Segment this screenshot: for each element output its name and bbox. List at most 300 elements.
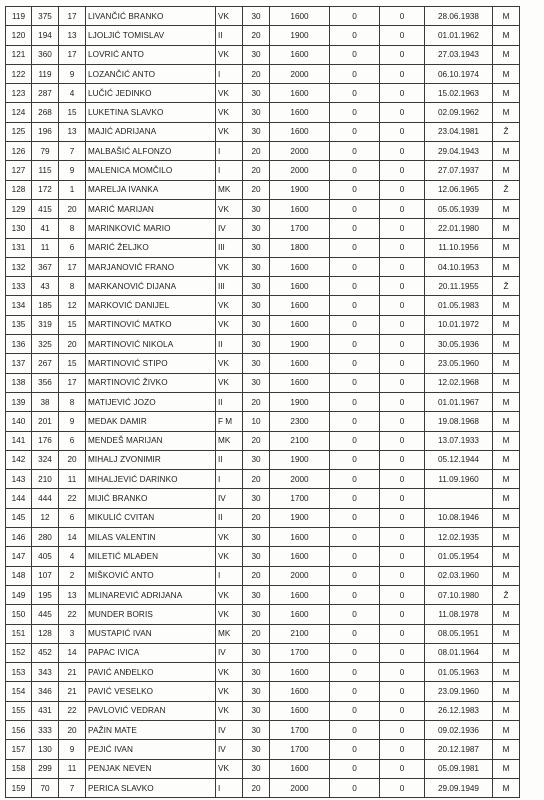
sex-cell: M bbox=[493, 64, 520, 83]
value-c-cell: 0 bbox=[330, 759, 380, 778]
value-a-cell: 30 bbox=[243, 354, 270, 373]
value-d-cell: 0 bbox=[380, 180, 425, 199]
value-a-cell: 30 bbox=[243, 45, 270, 64]
name-cell: MLINAREVIĆ ADRIJANA bbox=[86, 585, 216, 604]
group-cell: 15 bbox=[59, 354, 86, 373]
row-number-cell: 120 bbox=[6, 26, 32, 45]
group-cell: 20 bbox=[59, 335, 86, 354]
value-a-cell: 30 bbox=[243, 489, 270, 508]
birth-date-cell: 23.04.1981 bbox=[425, 122, 493, 141]
table-row bbox=[6, 238, 520, 257]
value-d-cell: 0 bbox=[380, 701, 425, 720]
value-c-cell: 0 bbox=[330, 566, 380, 585]
birth-date-cell: 02.09.1962 bbox=[425, 103, 493, 122]
table-row bbox=[6, 161, 520, 180]
value-b-cell: 1600 bbox=[270, 528, 330, 547]
sex-cell: M bbox=[493, 103, 520, 122]
group-cell: 8 bbox=[59, 392, 86, 411]
member-id-cell: 43 bbox=[32, 277, 59, 296]
member-id-cell: 172 bbox=[32, 180, 59, 199]
category-cell: VK bbox=[216, 663, 243, 682]
value-a-cell: 20 bbox=[243, 161, 270, 180]
birth-date-cell: 07.10.1980 bbox=[425, 585, 493, 604]
birth-date-cell: 08.01.1964 bbox=[425, 643, 493, 662]
birth-date-cell: 04.10.1953 bbox=[425, 257, 493, 276]
row-number-cell: 141 bbox=[6, 431, 32, 450]
value-a-cell: 30 bbox=[243, 663, 270, 682]
value-d-cell: 0 bbox=[380, 26, 425, 45]
category-cell: III bbox=[216, 277, 243, 296]
value-c-cell: 0 bbox=[330, 740, 380, 759]
value-d-cell: 0 bbox=[380, 547, 425, 566]
value-b-cell: 1900 bbox=[270, 335, 330, 354]
value-d-cell: 0 bbox=[380, 585, 425, 604]
value-c-cell: 0 bbox=[330, 682, 380, 701]
birth-date-cell: 01.01.1962 bbox=[425, 26, 493, 45]
value-b-cell: 1600 bbox=[270, 122, 330, 141]
value-a-cell: 30 bbox=[243, 238, 270, 257]
sex-cell: M bbox=[493, 566, 520, 585]
name-cell: MARKOVIĆ DANIJEL bbox=[86, 296, 216, 315]
value-b-cell: 2300 bbox=[270, 412, 330, 431]
sex-cell: M bbox=[493, 238, 520, 257]
category-cell: IV bbox=[216, 720, 243, 739]
name-cell: MALENICA MOMČILO bbox=[86, 161, 216, 180]
group-cell: 6 bbox=[59, 238, 86, 257]
table-row bbox=[6, 103, 520, 122]
member-id-cell: 176 bbox=[32, 431, 59, 450]
value-b-cell: 1900 bbox=[270, 26, 330, 45]
group-cell: 9 bbox=[59, 412, 86, 431]
category-cell: MK bbox=[216, 431, 243, 450]
group-cell: 8 bbox=[59, 277, 86, 296]
row-number-cell: 149 bbox=[6, 585, 32, 604]
group-cell: 1 bbox=[59, 180, 86, 199]
name-cell: MUNDER BORIS bbox=[86, 605, 216, 624]
row-number-cell: 131 bbox=[6, 238, 32, 257]
value-c-cell: 0 bbox=[330, 103, 380, 122]
member-id-cell: 299 bbox=[32, 759, 59, 778]
value-a-cell: 20 bbox=[243, 508, 270, 527]
table-row bbox=[6, 296, 520, 315]
value-c-cell: 0 bbox=[330, 7, 380, 26]
sex-cell: M bbox=[493, 315, 520, 334]
table-row bbox=[6, 682, 520, 701]
sex-cell: M bbox=[493, 7, 520, 26]
member-id-cell: 325 bbox=[32, 335, 59, 354]
value-d-cell: 0 bbox=[380, 219, 425, 238]
member-id-cell: 38 bbox=[32, 392, 59, 411]
name-cell: PENJAK NEVEN bbox=[86, 759, 216, 778]
category-cell: IV bbox=[216, 219, 243, 238]
value-d-cell: 0 bbox=[380, 489, 425, 508]
name-cell: MARELJA IVANKA bbox=[86, 180, 216, 199]
name-cell: MARTINOVIĆ NIKOLA bbox=[86, 335, 216, 354]
member-id-cell: 333 bbox=[32, 720, 59, 739]
member-id-cell: 185 bbox=[32, 296, 59, 315]
category-cell: II bbox=[216, 335, 243, 354]
value-b-cell: 2000 bbox=[270, 470, 330, 489]
member-id-cell: 267 bbox=[32, 354, 59, 373]
value-b-cell: 1600 bbox=[270, 701, 330, 720]
name-cell: MENDEŠ MARIJAN bbox=[86, 431, 216, 450]
category-cell: VK bbox=[216, 585, 243, 604]
table-row bbox=[6, 605, 520, 624]
value-b-cell: 2000 bbox=[270, 142, 330, 161]
table-row bbox=[6, 7, 520, 26]
value-a-cell: 30 bbox=[243, 315, 270, 334]
sex-cell: M bbox=[493, 412, 520, 431]
value-b-cell: 1900 bbox=[270, 180, 330, 199]
name-cell: LUČIĆ JEDINKO bbox=[86, 84, 216, 103]
row-number-cell: 140 bbox=[6, 412, 32, 431]
table-row bbox=[6, 431, 520, 450]
table-row bbox=[6, 84, 520, 103]
name-cell: MEDAK DAMIR bbox=[86, 412, 216, 431]
table-row bbox=[6, 180, 520, 199]
sex-cell: M bbox=[493, 759, 520, 778]
value-a-cell: 30 bbox=[243, 759, 270, 778]
sex-cell: M bbox=[493, 335, 520, 354]
value-b-cell: 1900 bbox=[270, 392, 330, 411]
row-number-cell: 139 bbox=[6, 392, 32, 411]
value-d-cell: 0 bbox=[380, 528, 425, 547]
value-c-cell: 0 bbox=[330, 431, 380, 450]
birth-date-cell: 22.01.1980 bbox=[425, 219, 493, 238]
category-cell: VK bbox=[216, 759, 243, 778]
member-id-cell: 130 bbox=[32, 740, 59, 759]
value-d-cell: 0 bbox=[380, 335, 425, 354]
group-cell: 3 bbox=[59, 624, 86, 643]
sex-cell: M bbox=[493, 624, 520, 643]
group-cell: 14 bbox=[59, 528, 86, 547]
value-d-cell: 0 bbox=[380, 470, 425, 489]
birth-date-cell: 11.10.1956 bbox=[425, 238, 493, 257]
value-a-cell: 30 bbox=[243, 103, 270, 122]
value-c-cell: 0 bbox=[330, 508, 380, 527]
name-cell: MALBAŠIĆ ALFONZO bbox=[86, 142, 216, 161]
name-cell: MILETIĆ MLAĐEN bbox=[86, 547, 216, 566]
sex-cell: Ž bbox=[493, 585, 520, 604]
row-number-cell: 142 bbox=[6, 450, 32, 469]
member-id-cell: 375 bbox=[32, 7, 59, 26]
member-id-cell: 319 bbox=[32, 315, 59, 334]
sex-cell: M bbox=[493, 142, 520, 161]
value-b-cell: 1700 bbox=[270, 489, 330, 508]
value-a-cell: 30 bbox=[243, 84, 270, 103]
group-cell: 20 bbox=[59, 720, 86, 739]
category-cell: IV bbox=[216, 740, 243, 759]
category-cell: VK bbox=[216, 122, 243, 141]
table-row bbox=[6, 489, 520, 508]
value-c-cell: 0 bbox=[330, 64, 380, 83]
table-row bbox=[6, 373, 520, 392]
value-c-cell: 0 bbox=[330, 450, 380, 469]
value-d-cell: 0 bbox=[380, 450, 425, 469]
category-cell: II bbox=[216, 392, 243, 411]
category-cell: IV bbox=[216, 643, 243, 662]
birth-date-cell: 01.05.1983 bbox=[425, 296, 493, 315]
row-number-cell: 119 bbox=[6, 7, 32, 26]
value-c-cell: 0 bbox=[330, 412, 380, 431]
category-cell: III bbox=[216, 238, 243, 257]
category-cell: VK bbox=[216, 528, 243, 547]
table-row bbox=[6, 470, 520, 489]
value-c-cell: 0 bbox=[330, 392, 380, 411]
row-number-cell: 156 bbox=[6, 720, 32, 739]
value-d-cell: 0 bbox=[380, 566, 425, 585]
category-cell: VK bbox=[216, 315, 243, 334]
birth-date-cell: 11.09.1960 bbox=[425, 470, 493, 489]
category-cell: VK bbox=[216, 605, 243, 624]
value-d-cell: 0 bbox=[380, 412, 425, 431]
birth-date-cell: 29.04.1943 bbox=[425, 142, 493, 161]
value-c-cell: 0 bbox=[330, 470, 380, 489]
value-c-cell: 0 bbox=[330, 624, 380, 643]
name-cell: MIKULIĆ CVITAN bbox=[86, 508, 216, 527]
roster-body bbox=[6, 7, 520, 798]
table-row bbox=[6, 720, 520, 739]
name-cell: PAVIĆ ANĐELKO bbox=[86, 663, 216, 682]
group-cell: 17 bbox=[59, 45, 86, 64]
name-cell: LUKETINA SLAVKO bbox=[86, 103, 216, 122]
group-cell: 2 bbox=[59, 566, 86, 585]
value-b-cell: 1600 bbox=[270, 257, 330, 276]
value-a-cell: 20 bbox=[243, 142, 270, 161]
table-row bbox=[6, 701, 520, 720]
name-cell: MILAS VALENTIN bbox=[86, 528, 216, 547]
value-a-cell: 30 bbox=[243, 122, 270, 141]
value-c-cell: 0 bbox=[330, 335, 380, 354]
value-c-cell: 0 bbox=[330, 45, 380, 64]
name-cell: MARINKOVIĆ MARIO bbox=[86, 219, 216, 238]
value-c-cell: 0 bbox=[330, 643, 380, 662]
value-b-cell: 2000 bbox=[270, 778, 330, 797]
value-d-cell: 0 bbox=[380, 354, 425, 373]
category-cell: VK bbox=[216, 682, 243, 701]
name-cell: MIHALJEVIĆ DARINKO bbox=[86, 470, 216, 489]
value-c-cell: 0 bbox=[330, 547, 380, 566]
member-id-cell: 431 bbox=[32, 701, 59, 720]
value-b-cell: 1600 bbox=[270, 663, 330, 682]
value-c-cell: 0 bbox=[330, 489, 380, 508]
value-d-cell: 0 bbox=[380, 778, 425, 797]
table-row bbox=[6, 585, 520, 604]
group-cell: 22 bbox=[59, 701, 86, 720]
name-cell: PERICA SLAVKO bbox=[86, 778, 216, 797]
row-number-cell: 158 bbox=[6, 759, 32, 778]
table-row bbox=[6, 219, 520, 238]
birth-date-cell: 01.05.1954 bbox=[425, 547, 493, 566]
table-row bbox=[6, 335, 520, 354]
value-d-cell: 0 bbox=[380, 624, 425, 643]
table-row bbox=[6, 277, 520, 296]
row-number-cell: 153 bbox=[6, 663, 32, 682]
value-d-cell: 0 bbox=[380, 663, 425, 682]
sex-cell: M bbox=[493, 219, 520, 238]
name-cell: PAPAC IVICA bbox=[86, 643, 216, 662]
birth-date-cell: 20.12.1987 bbox=[425, 740, 493, 759]
member-id-cell: 11 bbox=[32, 238, 59, 257]
value-b-cell: 1600 bbox=[270, 373, 330, 392]
sex-cell: Ž bbox=[493, 122, 520, 141]
value-d-cell: 0 bbox=[380, 373, 425, 392]
birth-date-cell: 30.05.1936 bbox=[425, 335, 493, 354]
value-b-cell: 1700 bbox=[270, 643, 330, 662]
member-id-cell: 128 bbox=[32, 624, 59, 643]
row-number-cell: 127 bbox=[6, 161, 32, 180]
member-id-cell: 195 bbox=[32, 585, 59, 604]
group-cell: 22 bbox=[59, 489, 86, 508]
category-cell: VK bbox=[216, 373, 243, 392]
row-number-cell: 136 bbox=[6, 335, 32, 354]
category-cell: VK bbox=[216, 103, 243, 122]
birth-date-cell: 06.10.1974 bbox=[425, 64, 493, 83]
group-cell: 17 bbox=[59, 373, 86, 392]
value-c-cell: 0 bbox=[330, 354, 380, 373]
row-number-cell: 150 bbox=[6, 605, 32, 624]
name-cell: MARTINOVIĆ MATKO bbox=[86, 315, 216, 334]
birth-date-cell: 05.05.1939 bbox=[425, 199, 493, 218]
value-c-cell: 0 bbox=[330, 238, 380, 257]
category-cell: II bbox=[216, 26, 243, 45]
table-row bbox=[6, 547, 520, 566]
group-cell: 13 bbox=[59, 122, 86, 141]
value-d-cell: 0 bbox=[380, 161, 425, 180]
name-cell: MAJIĆ ADRIJANA bbox=[86, 122, 216, 141]
table-row bbox=[6, 257, 520, 276]
row-number-cell: 126 bbox=[6, 142, 32, 161]
value-b-cell: 1600 bbox=[270, 605, 330, 624]
member-id-cell: 41 bbox=[32, 219, 59, 238]
value-a-cell: 30 bbox=[243, 450, 270, 469]
sex-cell: M bbox=[493, 682, 520, 701]
name-cell: PAVIĆ VESELKO bbox=[86, 682, 216, 701]
name-cell: MUSTAPIĆ IVAN bbox=[86, 624, 216, 643]
row-number-cell: 128 bbox=[6, 180, 32, 199]
birth-date-cell: 26.12.1983 bbox=[425, 701, 493, 720]
row-number-cell: 148 bbox=[6, 566, 32, 585]
value-b-cell: 1600 bbox=[270, 682, 330, 701]
value-b-cell: 2000 bbox=[270, 566, 330, 585]
name-cell: MATIJEVIĆ JOZO bbox=[86, 392, 216, 411]
birth-date-cell: 01.05.1963 bbox=[425, 663, 493, 682]
sex-cell: M bbox=[493, 373, 520, 392]
row-number-cell: 125 bbox=[6, 122, 32, 141]
value-b-cell: 2100 bbox=[270, 624, 330, 643]
sex-cell: M bbox=[493, 26, 520, 45]
sex-cell: M bbox=[493, 778, 520, 797]
value-d-cell: 0 bbox=[380, 84, 425, 103]
member-id-cell: 70 bbox=[32, 778, 59, 797]
value-c-cell: 0 bbox=[330, 180, 380, 199]
table-row bbox=[6, 566, 520, 585]
table-row bbox=[6, 450, 520, 469]
member-id-cell: 346 bbox=[32, 682, 59, 701]
value-a-cell: 10 bbox=[243, 412, 270, 431]
value-c-cell: 0 bbox=[330, 778, 380, 797]
row-number-cell: 122 bbox=[6, 64, 32, 83]
group-cell: 8 bbox=[59, 219, 86, 238]
value-c-cell: 0 bbox=[330, 199, 380, 218]
name-cell: MARTINOVIĆ STIPO bbox=[86, 354, 216, 373]
category-cell: VK bbox=[216, 7, 243, 26]
sex-cell: M bbox=[493, 392, 520, 411]
sex-cell: M bbox=[493, 354, 520, 373]
value-d-cell: 0 bbox=[380, 238, 425, 257]
sex-cell: M bbox=[493, 528, 520, 547]
value-a-cell: 20 bbox=[243, 64, 270, 83]
group-cell: 7 bbox=[59, 778, 86, 797]
group-cell: 4 bbox=[59, 84, 86, 103]
member-id-cell: 452 bbox=[32, 643, 59, 662]
member-id-cell: 115 bbox=[32, 161, 59, 180]
sex-cell: M bbox=[493, 508, 520, 527]
table-row bbox=[6, 26, 520, 45]
value-b-cell: 2000 bbox=[270, 64, 330, 83]
name-cell: LOZANČIĆ ANTO bbox=[86, 64, 216, 83]
name-cell: LOVRIĆ ANTO bbox=[86, 45, 216, 64]
value-b-cell: 1900 bbox=[270, 450, 330, 469]
sex-cell: M bbox=[493, 720, 520, 739]
birth-date-cell: 11.08.1978 bbox=[425, 605, 493, 624]
value-d-cell: 0 bbox=[380, 315, 425, 334]
group-cell: 9 bbox=[59, 740, 86, 759]
category-cell: VK bbox=[216, 547, 243, 566]
category-cell: I bbox=[216, 142, 243, 161]
category-cell: VK bbox=[216, 45, 243, 64]
value-d-cell: 0 bbox=[380, 122, 425, 141]
row-number-cell: 133 bbox=[6, 277, 32, 296]
value-d-cell: 0 bbox=[380, 392, 425, 411]
value-d-cell: 0 bbox=[380, 720, 425, 739]
value-c-cell: 0 bbox=[330, 26, 380, 45]
value-c-cell: 0 bbox=[330, 585, 380, 604]
table-row bbox=[6, 508, 520, 527]
table-row bbox=[6, 142, 520, 161]
table-row bbox=[6, 778, 520, 797]
value-d-cell: 0 bbox=[380, 45, 425, 64]
member-id-cell: 367 bbox=[32, 257, 59, 276]
value-a-cell: 20 bbox=[243, 566, 270, 585]
value-a-cell: 30 bbox=[243, 643, 270, 662]
sex-cell: M bbox=[493, 431, 520, 450]
group-cell: 9 bbox=[59, 64, 86, 83]
member-id-cell: 415 bbox=[32, 199, 59, 218]
category-cell: II bbox=[216, 508, 243, 527]
table-row bbox=[6, 412, 520, 431]
member-id-cell: 324 bbox=[32, 450, 59, 469]
table-row bbox=[6, 392, 520, 411]
value-c-cell: 0 bbox=[330, 720, 380, 739]
group-cell: 17 bbox=[59, 257, 86, 276]
category-cell: I bbox=[216, 470, 243, 489]
value-b-cell: 1600 bbox=[270, 7, 330, 26]
value-a-cell: 30 bbox=[243, 547, 270, 566]
value-a-cell: 30 bbox=[243, 7, 270, 26]
birth-date-cell: 27.07.1937 bbox=[425, 161, 493, 180]
row-number-cell: 152 bbox=[6, 643, 32, 662]
value-c-cell: 0 bbox=[330, 701, 380, 720]
value-b-cell: 1800 bbox=[270, 238, 330, 257]
sex-cell: M bbox=[493, 643, 520, 662]
value-d-cell: 0 bbox=[380, 7, 425, 26]
birth-date-cell: 05.09.1981 bbox=[425, 759, 493, 778]
value-a-cell: 30 bbox=[243, 720, 270, 739]
roster-table bbox=[5, 6, 520, 798]
value-a-cell: 20 bbox=[243, 26, 270, 45]
sex-cell: Ž bbox=[493, 277, 520, 296]
